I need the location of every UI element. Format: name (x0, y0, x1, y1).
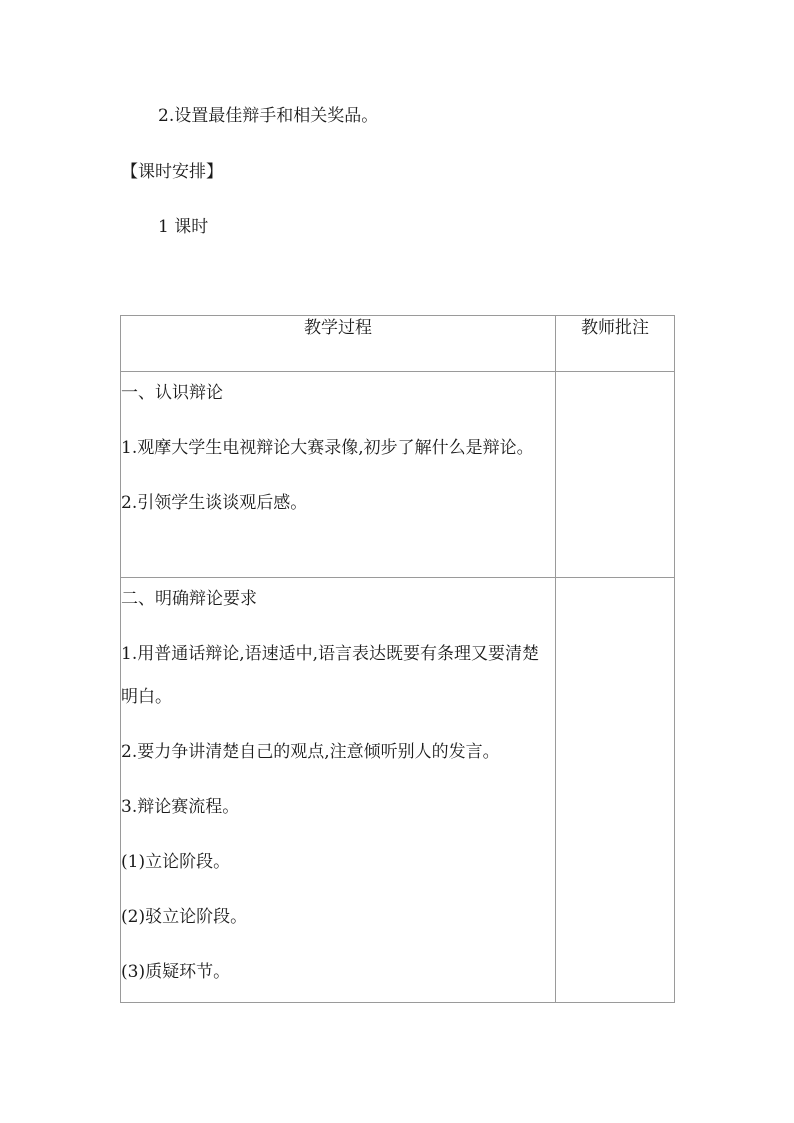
section-2-item-3: 3.辩论赛流程。 (121, 797, 240, 817)
schedule-heading: 【课时安排】 (121, 162, 223, 182)
section-2-item-1: 1.用普通话辩论,语速适中,语言表达既要有条理又要清楚明白。 (121, 644, 540, 707)
section-2-content (121, 578, 556, 1003)
section-2-item-6: (3)质疑环节。 (121, 962, 231, 982)
intro-item-2: 2.设置最佳辩手和相关奖品。 (158, 106, 379, 126)
section-2-item-5: (2)驳立论阶段。 (121, 907, 248, 927)
table-header-row (121, 316, 675, 372)
section-1-content (121, 372, 556, 578)
section-1-item-2: 2.引领学生谈谈观后感。 (121, 493, 308, 513)
section-1-note (556, 372, 675, 578)
section-1-item-1: 1.观摩大学生电视辩论大赛录像,初步了解什么是辩论。 (121, 438, 534, 458)
lesson-table (120, 315, 675, 1003)
section-2-note (556, 578, 675, 1003)
table-row (121, 372, 675, 578)
section-2-title: 二、明确辩论要求 (121, 589, 257, 609)
table-row (121, 578, 675, 1003)
header-teaching-process: 教学过程 (121, 316, 556, 372)
schedule-value: 1 课时 (158, 217, 209, 237)
section-2-item-4: (1)立论阶段。 (121, 852, 231, 872)
section-1-title: 一、认识辩论 (121, 383, 223, 403)
section-2-item-2: 2.要力争讲清楚自己的观点,注意倾听别人的发言。 (121, 742, 500, 762)
header-teacher-notes: 教师批注 (556, 316, 675, 372)
